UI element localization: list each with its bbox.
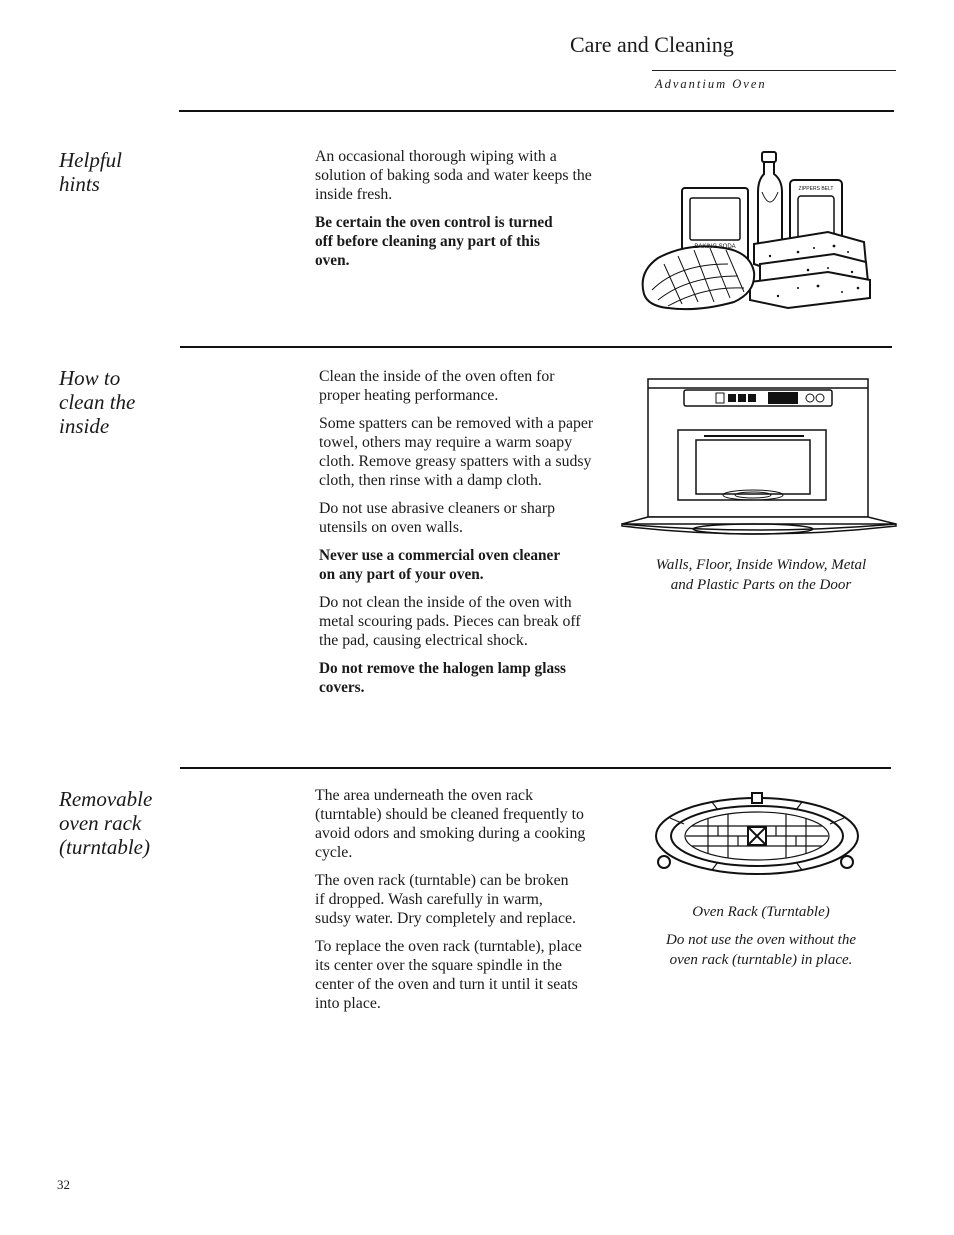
baking-soda-label: BAKING SODA: [694, 244, 736, 250]
warning-paragraph: Be certain the oven control is turned off before cleaning any part of this oven.: [315, 214, 553, 269]
oven-rack-turntable-illustration: [652, 792, 862, 882]
page-title: Care and Cleaning: [570, 32, 734, 57]
oven-illustration-caption: Walls, Floor, Inside Window, Metal and Plastic Parts on the Door: [655, 557, 867, 593]
section-body-oven-rack: [315, 786, 600, 1022]
paragraph: Do not use abrasive cleaners or sharp utensils on oven walls.: [319, 500, 555, 536]
page-number: 32: [57, 1177, 70, 1192]
section-title-clean-inside: How to clean the inside: [59, 366, 136, 438]
section-body-clean-inside: [319, 367, 597, 706]
paragraph: An occasional thorough wiping with a solution of baking soda and water keeps the inside fresh.: [315, 148, 592, 203]
paragraph: Clean the inside of the oven often for proper heating performance.: [319, 368, 555, 404]
cleaning-supplies-illustration: [638, 152, 878, 312]
paragraph: The area underneath the oven rack (turntable) should be cleaned frequently to avoid odors and smoking during a cooking cycle.: [315, 787, 586, 861]
turntable-caption: Oven Rack (Turntable): [692, 904, 830, 920]
turntable-note: Do not use the oven without the oven rack (turntable) in place.: [666, 932, 856, 968]
header-divider: [652, 70, 896, 71]
section-body-helpful-hints: [315, 147, 595, 279]
warning-paragraph: Do not remove the halogen lamp glass covers.: [319, 660, 567, 696]
paragraph: To replace the oven rack (turntable), place its center over the square spindle in the center of the oven and turn it until it seats into place.: [315, 938, 582, 1012]
section-divider: [179, 110, 894, 112]
warning-paragraph: Never use a commercial oven cleaner on any part of your oven.: [319, 547, 560, 583]
section-divider: [180, 346, 892, 348]
section-title-oven-rack: Removable oven rack (turntable): [59, 787, 153, 859]
section-title-helpful-hints: Helpful hints: [59, 148, 122, 196]
open-oven-illustration: [620, 376, 896, 542]
canister-label: ZIPPERS BELT: [798, 186, 834, 192]
section-divider: [180, 767, 891, 769]
paragraph: Do not clean the inside of the oven with metal scouring pads. Pieces can break off the pad, causing electrical shock.: [319, 594, 581, 649]
paragraph: Some spatters can be removed with a paper towel, others may require a warm soapy cloth. Remove greasy spatters with a sudsy cloth, then rinse with a damp cloth.: [319, 415, 594, 489]
paragraph: The oven rack (turntable) can be broken if dropped. Wash carefully in warm, sudsy water. Dry completely and replace.: [315, 872, 576, 927]
page-subtitle: Advantium Oven: [655, 77, 767, 91]
